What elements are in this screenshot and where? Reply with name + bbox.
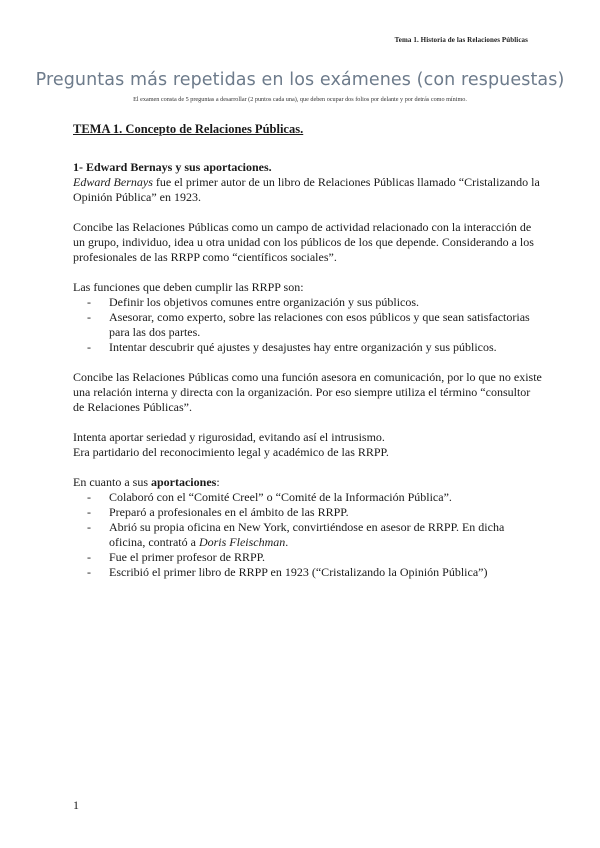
list-item: - Definir los objetivos comunes entre organización y sus públicos. xyxy=(87,295,543,310)
running-header: Tema 1. Historia de las Relaciones Públicas xyxy=(394,36,528,44)
contributions-intro xyxy=(73,475,543,490)
list-item: - Colaboró con el “Comité Creel” o “Comité de la Información Pública”. xyxy=(87,490,543,505)
list-item: - Preparó a profesionales en el ámbito de las RRPP. xyxy=(87,505,543,520)
paragraph-concept: Concibe las Relaciones Públicas como un campo de actividad relacionado con la interacción de un grupo, individuo, idea u otra unidad con los públicos de los que depende. Considerando a los profesionales de las RRPP como “científicos sociales”. xyxy=(73,220,534,264)
subheading: 1- Edward Bernays y sus aportaciones. xyxy=(73,160,272,174)
list-item: - Fue el primer profesor de RRPP. xyxy=(87,550,543,565)
contributions-keyword: aportaciones xyxy=(150,475,217,489)
person-name: Doris Fleischman xyxy=(198,535,286,549)
page-subtitle: El examen consta de 5 preguntas a desarrollar (2 puntos cada una), que deben ocupar dos folios por delante y por detrás como mínimo. xyxy=(133,96,467,103)
page-number: 1 xyxy=(73,798,79,812)
paragraph-recognition: Era partidario del reconocimiento legal y académico de las RRPP. xyxy=(73,445,389,459)
list-item-end: . xyxy=(285,535,289,549)
list-item-text: Abrió su propia oficina en New York, convirtiéndose en asesor de RRPP. En dicha oficina, contrató a xyxy=(109,520,505,549)
list-item: - Escribió el primer libro de RRPP en 1923 (“Cristalizando la Opinión Pública”) xyxy=(87,565,543,580)
contributions-intro-colon: : xyxy=(216,475,220,489)
document-body xyxy=(73,122,543,580)
author-name: Edward Bernays xyxy=(73,175,153,189)
intro-paragraph xyxy=(73,175,543,205)
paragraph-seriousness: Intenta aportar seriedad y rigurosidad, evitando así el intrusismo. xyxy=(73,430,385,444)
intro-text: fue el primer autor de un libro de Relaciones Públicas llamado “Cristalizando la Opinión Pública” en 1923. xyxy=(73,175,540,204)
paragraph-advisory: Concibe las Relaciones Públicas como una función asesora en comunicación, por lo que no existe una relación interna y directa con la organización. Por eso siempre utiliza el término “consultor de Relaciones Públicas”. xyxy=(73,370,542,414)
list-item: - Intentar descubrir qué ajustes y desajustes hay entre organización y sus públicos. xyxy=(87,340,543,355)
functions-list xyxy=(73,295,543,355)
page-title: Preguntas más repetidas en los exámenes (con respuestas) xyxy=(35,70,565,90)
list-item: - Asesorar, como experto, sobre las relaciones con esos públicos y que sean satisfactorias para las dos partes. xyxy=(87,310,543,340)
functions-intro: Las funciones que deben cumplir las RRPP son: xyxy=(73,280,304,294)
section-title: TEMA 1. Concepto de Relaciones Públicas. xyxy=(73,122,304,136)
contributions-list xyxy=(73,490,543,580)
list-item xyxy=(87,520,543,550)
contributions-intro-text: En cuanto a sus xyxy=(73,475,151,489)
